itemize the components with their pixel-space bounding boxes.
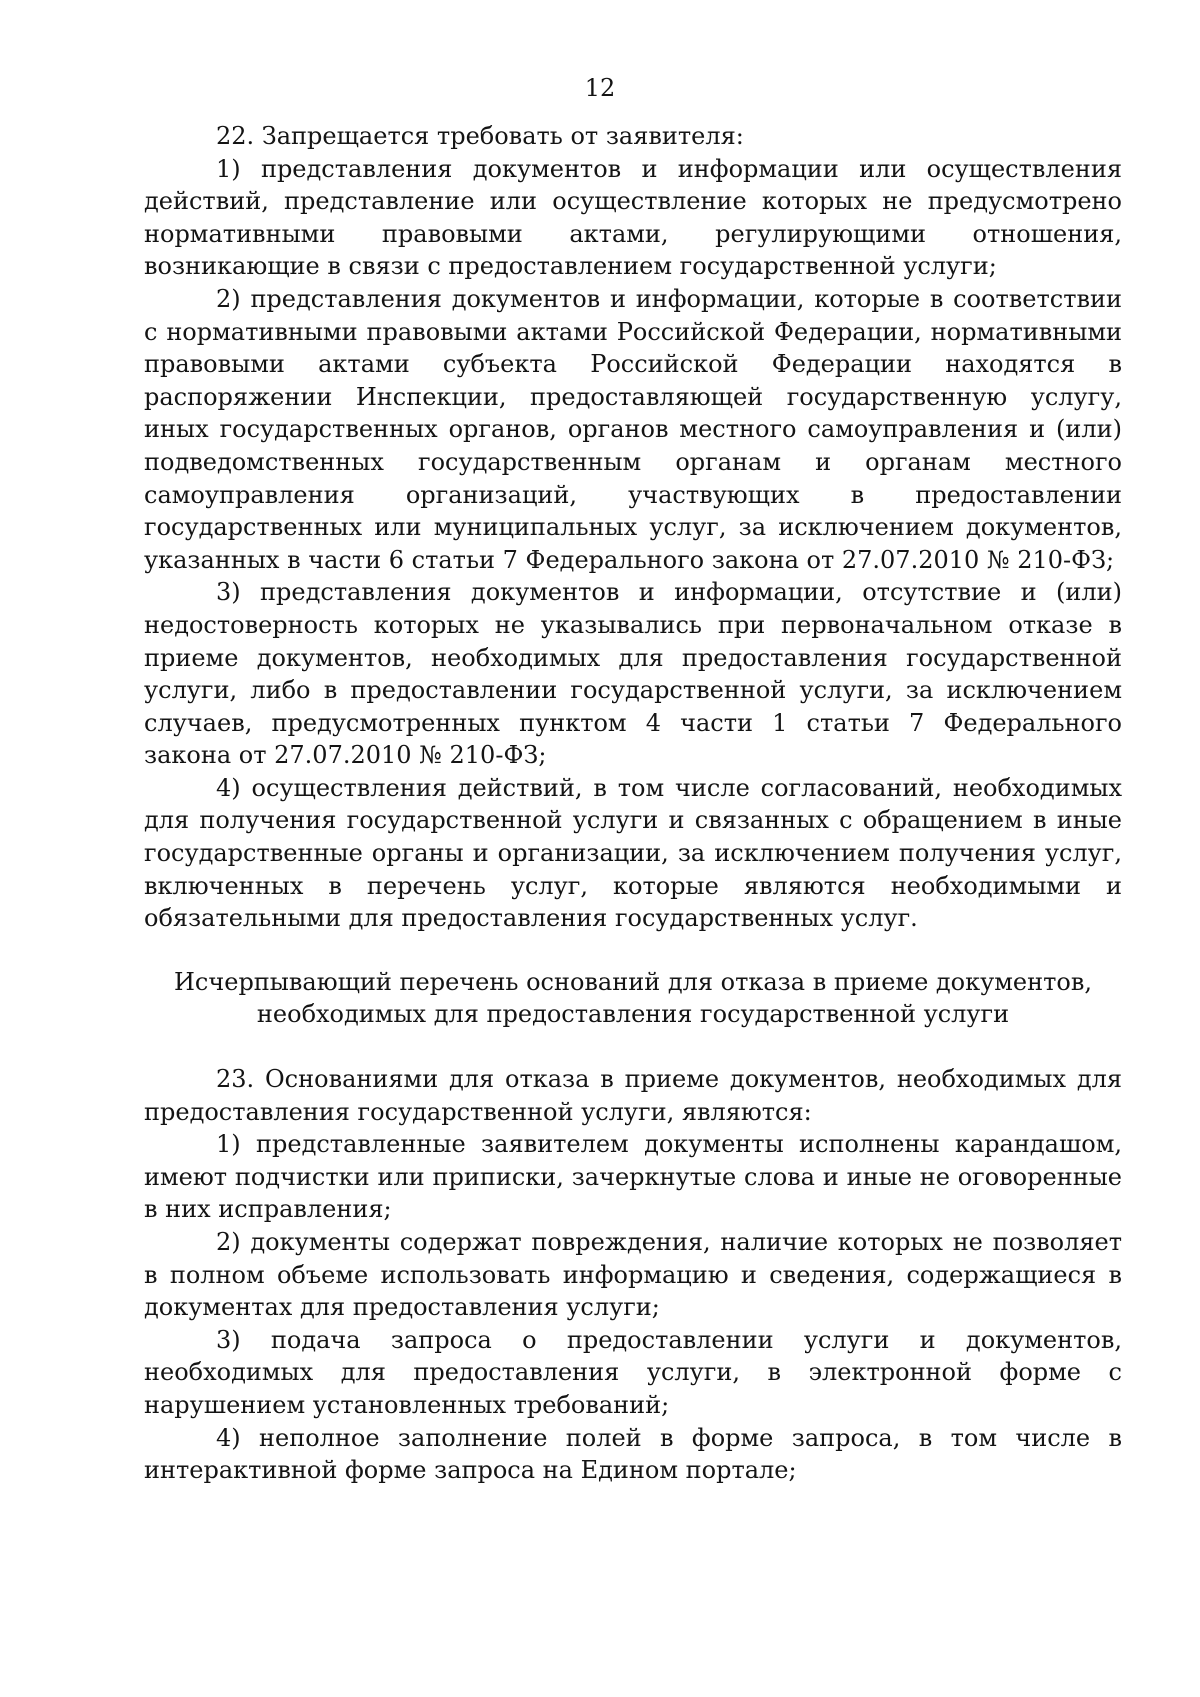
section-heading-line-2: необходимых для предоставления государственной услуги [256, 1000, 1010, 1029]
section-heading [144, 935, 1122, 1063]
document-body [144, 120, 1122, 1487]
section-23-item-4: 4) неполное заполнение полей в форме запроса, в том числе в интерактивной форме запроса на Едином портале; [144, 1423, 1122, 1485]
section-23-item-1: 1) представленные заявителем документы исполнены карандашом, имеют подчистки или приписки, зачеркнутые слова и иные не оговоренные в них исправления; [144, 1130, 1122, 1224]
section-22-intro: 22. Запрещается требовать от заявителя: [216, 122, 744, 150]
section-23-item-2: 2) документы содержат повреждения, наличие которых не позволяет в полном объеме использовать информацию и сведения, содержащиеся в документах для предоставления услуги; [144, 1228, 1122, 1322]
page-number: 12 [584, 74, 616, 102]
section-22-item-2: 2) представления документов и информации, которые в соответствии с нормативными правовыми актами Российской Федерации, нормативными правовыми актами субъекта Российской Федерации находятся в распоряжении Инспекции, предоставляющей государственную услугу, иных государственных органов, органов местного самоуправления и (или) подведомственных государственным органам и органам местного самоуправления организаций, участвующих в предоставлении государственных или муниципальных услуг, за исключением документов, указанных в части 6 статьи 7 Федерального закона от 27.07.2010 № 210-ФЗ; [144, 284, 1122, 574]
section-23-item-3: 3) подача запроса о предоставлении услуги и документов, необходимых для предоставления услуги, в электронной форме с нарушением установленных требований; [144, 1325, 1122, 1419]
section-22-item-1: 1) представления документов и информации или осуществления действий, представление или осуществление которых не предусмотрено нормативными правовыми актами, регулирующими отношения, возникающие в связи с предоставлением государственной услуги; [144, 154, 1122, 281]
section-23-intro: 23. Основаниями для отказа в приеме документов, необходимых для предоставления государственной услуги, являются: [144, 1065, 1122, 1126]
section-22-item-3: 3) представления документов и информации, отсутствие и (или) недостоверность которых не указывались при первоначальном отказе в приеме документов, необходимых для предоставления государственной услуги, либо в предоставлении государственной услуги, за исключением случаев, предусмотренных пунктом 4 части 1 статьи 7 Федерального закона от 27.07.2010 № 210-ФЗ; [144, 578, 1122, 770]
section-heading-line-1: Исчерпывающий перечень оснований для отказа в приеме документов, [174, 967, 1092, 996]
section-22-item-4: 4) осуществления действий, в том числе согласований, необходимых для получения государственной услуги и связанных с обращением в иные государственные органы и организации, за исключением получения услуг, включенных в перечень услуг, которые являются необходимыми и обязательными для предоставления государственных услуг. [144, 773, 1122, 933]
